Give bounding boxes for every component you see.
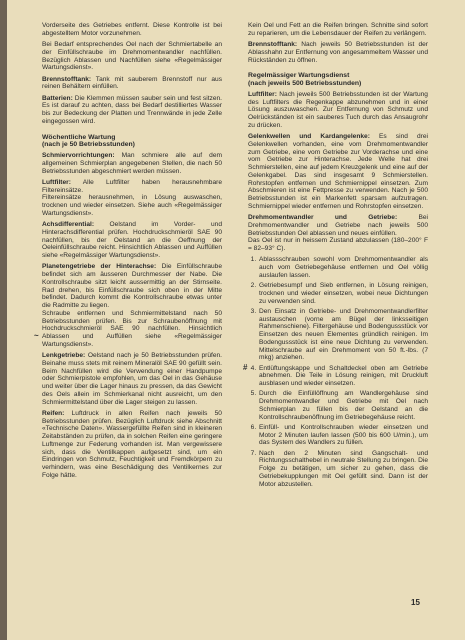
step-item: 1. Ablassschrauben sowohl vom Drehmomentwandler als auch vom Getriebegehäuse entfernen und Oel völlig auslaufen lassen. (258, 256, 428, 279)
section-luftfilter: Luftfilter: Alle Luftfilter haben herausnehmbare Filtereinsätze. (42, 178, 223, 194)
left-intro-1: Vorderseite des Getriebes entfernt. Diese Kontrolle ist bei abgestelltem Motor vorzunehmen. (42, 22, 222, 37)
section-brennstofftank: Brennstofftank: Tank mit sauberem Brennstoff nur aus reinen Behältern einfüllen. (42, 75, 223, 91)
margin-mark-right: # (243, 363, 248, 372)
section-batterien: Batterien: Die Klemmen müssen sauber sein und fest sitzen. Es ist darauf zu achten, dass bei Bedarf destilliertes Wasser bis zur Bedeckung der Platten und Trennwände in jede Zelle eingegossen wird. (42, 94, 222, 125)
section-brennstofftank-2: Brennstofftank: Nach jeweils 50 Betriebsstunden ist der Ablasshahn zur Entfernung von angesammeltem Wasser und Rückständen zu öffnen. (248, 41, 428, 64)
step-item: 7. Nach den 2 Minuten sind Gangschalt- und Richtungsschalthebel in neutrale Stellung zu bringen. Die Folge zu betätigen, um sicher zu gehen, dass die Getriebekupplungen mit Oel gefüllt sind. Dann ist der Motor abzustellen. (258, 450, 428, 489)
left-column (42, 22, 222, 483)
luftfilter-detail: Filtereinsätze herausnehmen, in Lösung auswaschen, trocknen und wieder einsetzen. Siehe auch «Regelmässiger Wartungsdienst». (42, 194, 222, 217)
step-item: 4. Entlüftungskappe und Schaltdeckel oben am Getriebe abnehmen. Die Teile in Lösung reinigen, mit Druckluft ausblasen und wieder einsetzen. (258, 365, 428, 388)
procedure-steps (248, 256, 428, 488)
step-item: 6. Einfüll- und Kontrollschrauben wieder einsetzen und Motor 2 Minuten laufen lassen (500 bis 600 U/min.), um das System des Wandlers zu füllen. (258, 424, 428, 447)
heading-regular-maintenance: Regelmässiger Wartungsdienst (nach jeweils 500 Betriebsstunden) (248, 72, 362, 87)
right-intro: Kein Oel und Fett an die Reifen bringen. Schnitte sind sofort zu reparieren, um die Lebensdauer der Reifen zu verlängern. (248, 22, 428, 37)
drehmomentwandler-temperature: Das Oel ist nur in heissem Zustand abzulassen (180–200° F = 82–93° C). (248, 237, 428, 252)
heading-weekly-maintenance: Wöchentliche Wartung (nach je 50 Betriebsstunden) (42, 133, 135, 149)
step-item: 5. Durch die Einfüllöffnung am Wandlergehäuse sind Drehmomentwandler und Getriebe mit Oel nach Schmierplan zu füllen bis der Oelstand an die Kontrollschraubenöffnung im Getriebegehäuse reicht. (258, 390, 428, 421)
section-gelenkwellen: Gelenkwellen und Kardangelenke: Es sind drei Gelenkwellen vorhanden, eine vom Drehmomentwandler zum Getriebe, eine vom Getriebe zur Vorderachse und eine vom Getriebe zur Hinterachse. Jede Welle hat drei Schmierstellen, eine auf jedem Kreuzgelenk und eine auf der Gelenkgabel. Das sind insgesamt 9 Schmierstellen. Rohrstopfen entfernen und Schmiernippel einsetzen. Zum Abschmieren ist eine Fettpresse zu verwenden. Nach je 500 Betriebsstunden ist ein Markenfett sparsam aufzutragen. Schmiernippel wieder entfernen und Rohrstopfen einsetzen. (248, 133, 428, 210)
section-lenkgetriebe: Lenkgetriebe: Oelstand nach je 50 Betriebsstunden prüfen. Beinahe muss stets mit reinem Mineralöl SAE 90 gefüllt sein. Beim Nachfüllen wird die Verwendung einer Handpumpe oder Schmierpistole empfohlen, um das Oel in das Gehäuse und weiter über die Lager hinaus zu pressen, da das Gewicht des Oels allein im Schmierkanal nicht ausreicht, um den Schmiermittelstand über die Lager steigen zu lassen. (42, 352, 222, 406)
page-number: 15 (411, 598, 420, 607)
binding-spine (0, 0, 7, 640)
margin-mark-left: ~ (34, 331, 39, 340)
right-column (248, 22, 428, 491)
step-item: 2. Getriebesumpf und Sieb entfernen, in Lösung reinigen, trocknen und wieder einsetzen, wobei neue Dichtungen zu verwenden sind. (258, 282, 428, 305)
left-intro-2: Bei Bedarf entsprechendes Oel nach der Schmiertabelle an der Einfüllschraube im Drehmomentwandler nachfüllen. Bezüglich Ablassen und Nachfüllen siehe «Regelmässiger Wartungsdienst». (42, 41, 222, 72)
planetengetriebe-detail: Schraube entfernen und Schmiermittelstand nach 50 Betriebsstunden prüfen. Bis zur Schraubenöffnung mit Hochdruckschmieröl SAE 90 nachfüllen. Hinsichtlich Ablassen und Auffüllen siehe «Regelmässiger Wartungsdienst». (42, 309, 222, 348)
section-schmiervorrichtungen: Schmiervorrichtungen: Man schmiere alle auf dem allgemeinen Schmierplan angegebenen Stellen, die nach 50 Betriebsstunden abgeschmiert werden müssen. (42, 152, 222, 175)
section-reifen: Reifen: Luftdruck in allen Reifen nach jeweils 50 Betriebsstunden prüfen. Bezüglich Luftdruck siehe Abschnitt «Technische Daten». Wassergefüllte Reifen sind in kleineren Zeitabständen zu prüfen, da in solchen Reifen eine geringere Luftmenge zur Federung vorhanden ist. Man vergewissere sich, dass die Ventilkappen aufgesetzt sind, um ein Eindringen von Schmutz, Feuchtigkeit und Fremdkörpern zu verhindern, was eine Beschädigung des Ventilkernes zur Folge hätte. (42, 409, 222, 479)
section-achsdifferential: Achsdifferential: Oelstand im Vorder- und Hinterachsdifferential prüfen. Hochdruckschmieröl SAE 90 nachfüllen, bis der Oelstand an die Oeffnung der Oeleinfüllschraube reicht. Hinsichtlich Ablassen und Auffüllen siehe «Regelmässiger Wartungsdienst». (42, 221, 222, 259)
section-drehmomentwandler: Drehmomentwandler und Getriebe: Bei Drehmomentwandler und Getriebe nach jeweils 500 Betriebsstunden Oel ablassen und neues einfüllen. (248, 214, 428, 237)
step-item: 3. Den Einsatz in Getriebe- und Drehmomentwandlerfilter austauschen (vorne am Bügel der linksseitigen Rahmenschiene). Filtergehäuse und Bodengussstück vor Einsetzen des neuen Elementes gründlich reinigen. Im Bodengussstück ist eine neue Dichtung zu verwenden. Mittelschraube auf ein Drehmoment von 50 ft.-lbs. (7 mkg) anziehen. (258, 308, 428, 362)
section-planetengetriebe: Planetengetriebe der Hinterachse: Die Einfüllschraube befindet sich am äusseren Durchmesser der Nabe. Die Kontrollschraube sitzt leicht aussermittig an der Stirnseite. Rad drehen, bis Einfüllschraube sich oben in der Mitte befindet. Dadurch kommt die Kontrollschraube etwas unter die Radmitte zu liegen. (42, 263, 222, 309)
section-luftfilter-2: Luftfilter: Nach jeweils 500 Betriebsstunden ist der Wartung des Luftfilters die Regenkappe abzunehmen und in einer Lösung auszuwaschen. Zur Entfernung von Schmutz und Oelrückständen ist ein sauberes Tuch durch das Ansaugrohr zu drücken. (248, 90, 428, 129)
